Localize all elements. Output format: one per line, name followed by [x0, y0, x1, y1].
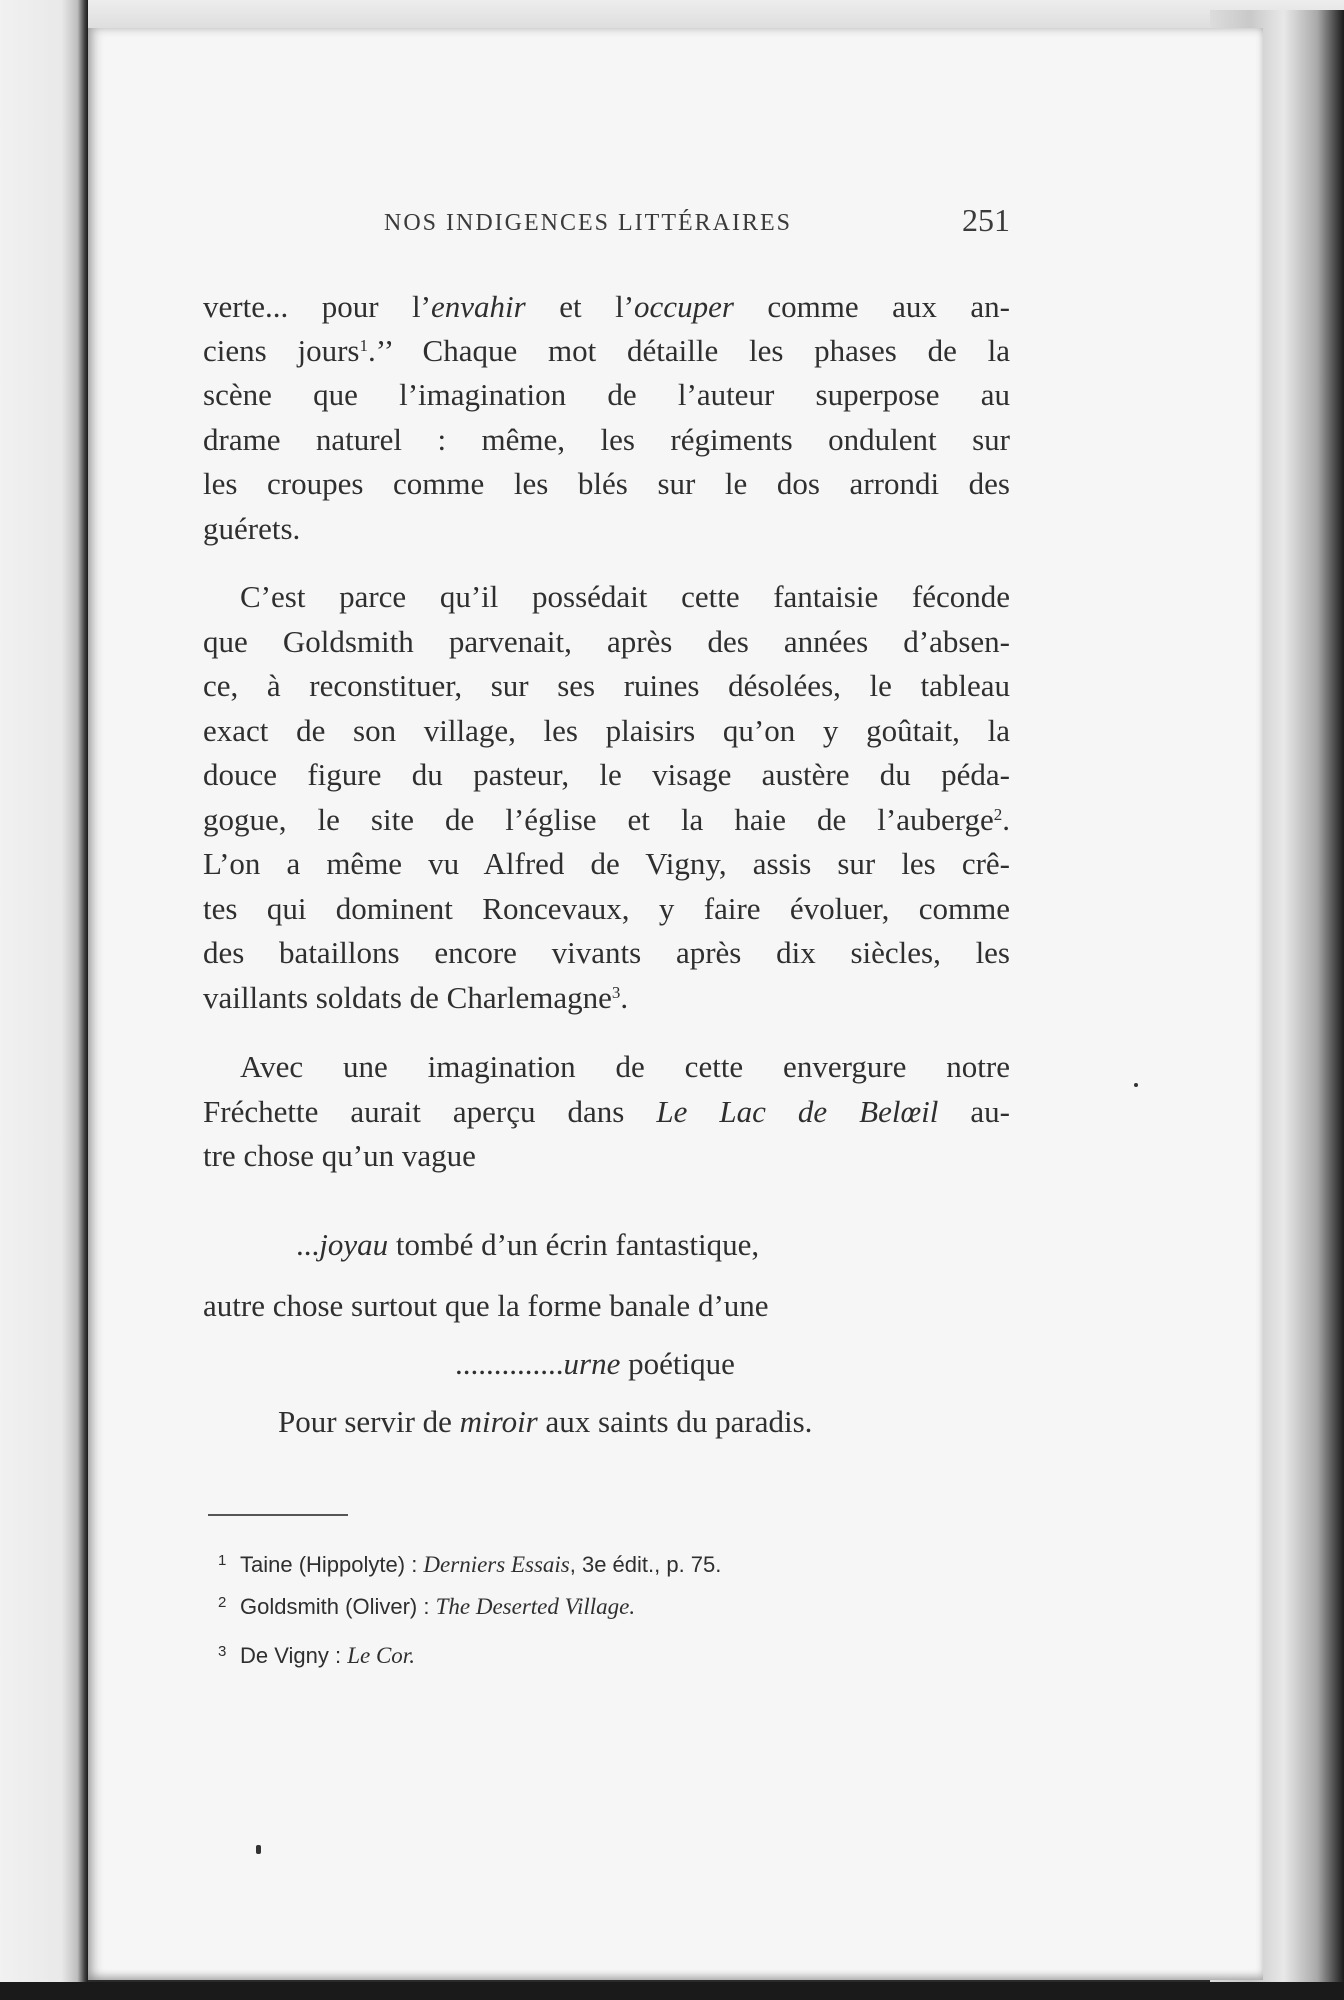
- page-number: 251: [962, 202, 1010, 238]
- text-line: douce figure du pasteur, le visage austère du péda-: [203, 757, 1010, 792]
- facing-page-edge: [0, 0, 88, 2000]
- text-line: exact de son village, les plaisirs qu’on y goûtait, la: [203, 713, 1010, 748]
- scan-top-margin: [0, 0, 1344, 28]
- text-line: scène que l’imagination de l’auteur superpose au: [203, 377, 1010, 412]
- footnote-ref: 3: [611, 983, 621, 1002]
- footnote-separator: [208, 1514, 348, 1516]
- verse-line: ...joyau tombé d’un écrin fantastique,: [296, 1227, 760, 1262]
- text-line: Avec une imagination de cette envergure notre: [240, 1049, 1010, 1084]
- footnote-ref: 1: [359, 336, 368, 355]
- text-line: autre chose surtout que la forme banale d’une: [203, 1288, 769, 1323]
- running-title: NOS INDIGENCES LITTÉRAIRES: [384, 210, 792, 236]
- text-line: des bataillons encore vivants après dix siècles, les: [203, 935, 1010, 970]
- scan-bottom-margin: [0, 1982, 1344, 2000]
- text-line: ce, à reconstituer, sur ses ruines désolées, le tableau: [203, 668, 1010, 703]
- text-line: tes qui dominent Roncevaux, y faire évoluer, comme: [203, 891, 1010, 926]
- text-line: gogue, le site de l’église et la haie de l’auberge$^2$.: [203, 802, 1010, 837]
- footnote: 3 De Vigny : Le Cor.: [218, 1643, 415, 1668]
- footnote: 2 Goldsmith (Oliver) : The Deserted Village.: [218, 1594, 636, 1619]
- verse-line: Pour servir de miroir aux saints du paradis.: [278, 1404, 813, 1439]
- footnote-ref: 2: [993, 805, 1003, 824]
- text-line: que Goldsmith parvenait, après des années d’absen-: [203, 624, 1010, 659]
- text-line: tre chose qu’un vague: [203, 1138, 476, 1173]
- text-line: C’est parce qu’il possédait cette fantaisie féconde: [240, 579, 1010, 614]
- ink-speck: [256, 1845, 261, 1854]
- text-line: drame naturel : même, les régiments ondulent sur: [203, 422, 1010, 457]
- verse-line: ..............urne poétique: [455, 1346, 735, 1381]
- text-line: Fréchette aurait aperçu dans Le Lac de Belœil au-: [203, 1094, 1010, 1129]
- ink-speck: [1134, 1083, 1138, 1087]
- footnote: 1 Taine (Hippolyte) : Derniers Essais, 3e édit., p. 75.: [218, 1552, 722, 1577]
- text-line: verte... pour l’envahir et l’occuper comme aux an-: [203, 289, 1011, 324]
- text-line: les croupes comme les blés sur le dos arrondi des: [203, 466, 1010, 501]
- text-line: L’on a même vu Alfred de Vigny, assis sur les crê-: [203, 846, 1010, 881]
- text-line: ciens jours$^1$.’’ Chaque mot détaille les phases de la: [203, 333, 1010, 368]
- text-line: vaillants soldats de Charlemagne$^3$.: [203, 980, 629, 1015]
- text-line: guérets.: [203, 511, 301, 546]
